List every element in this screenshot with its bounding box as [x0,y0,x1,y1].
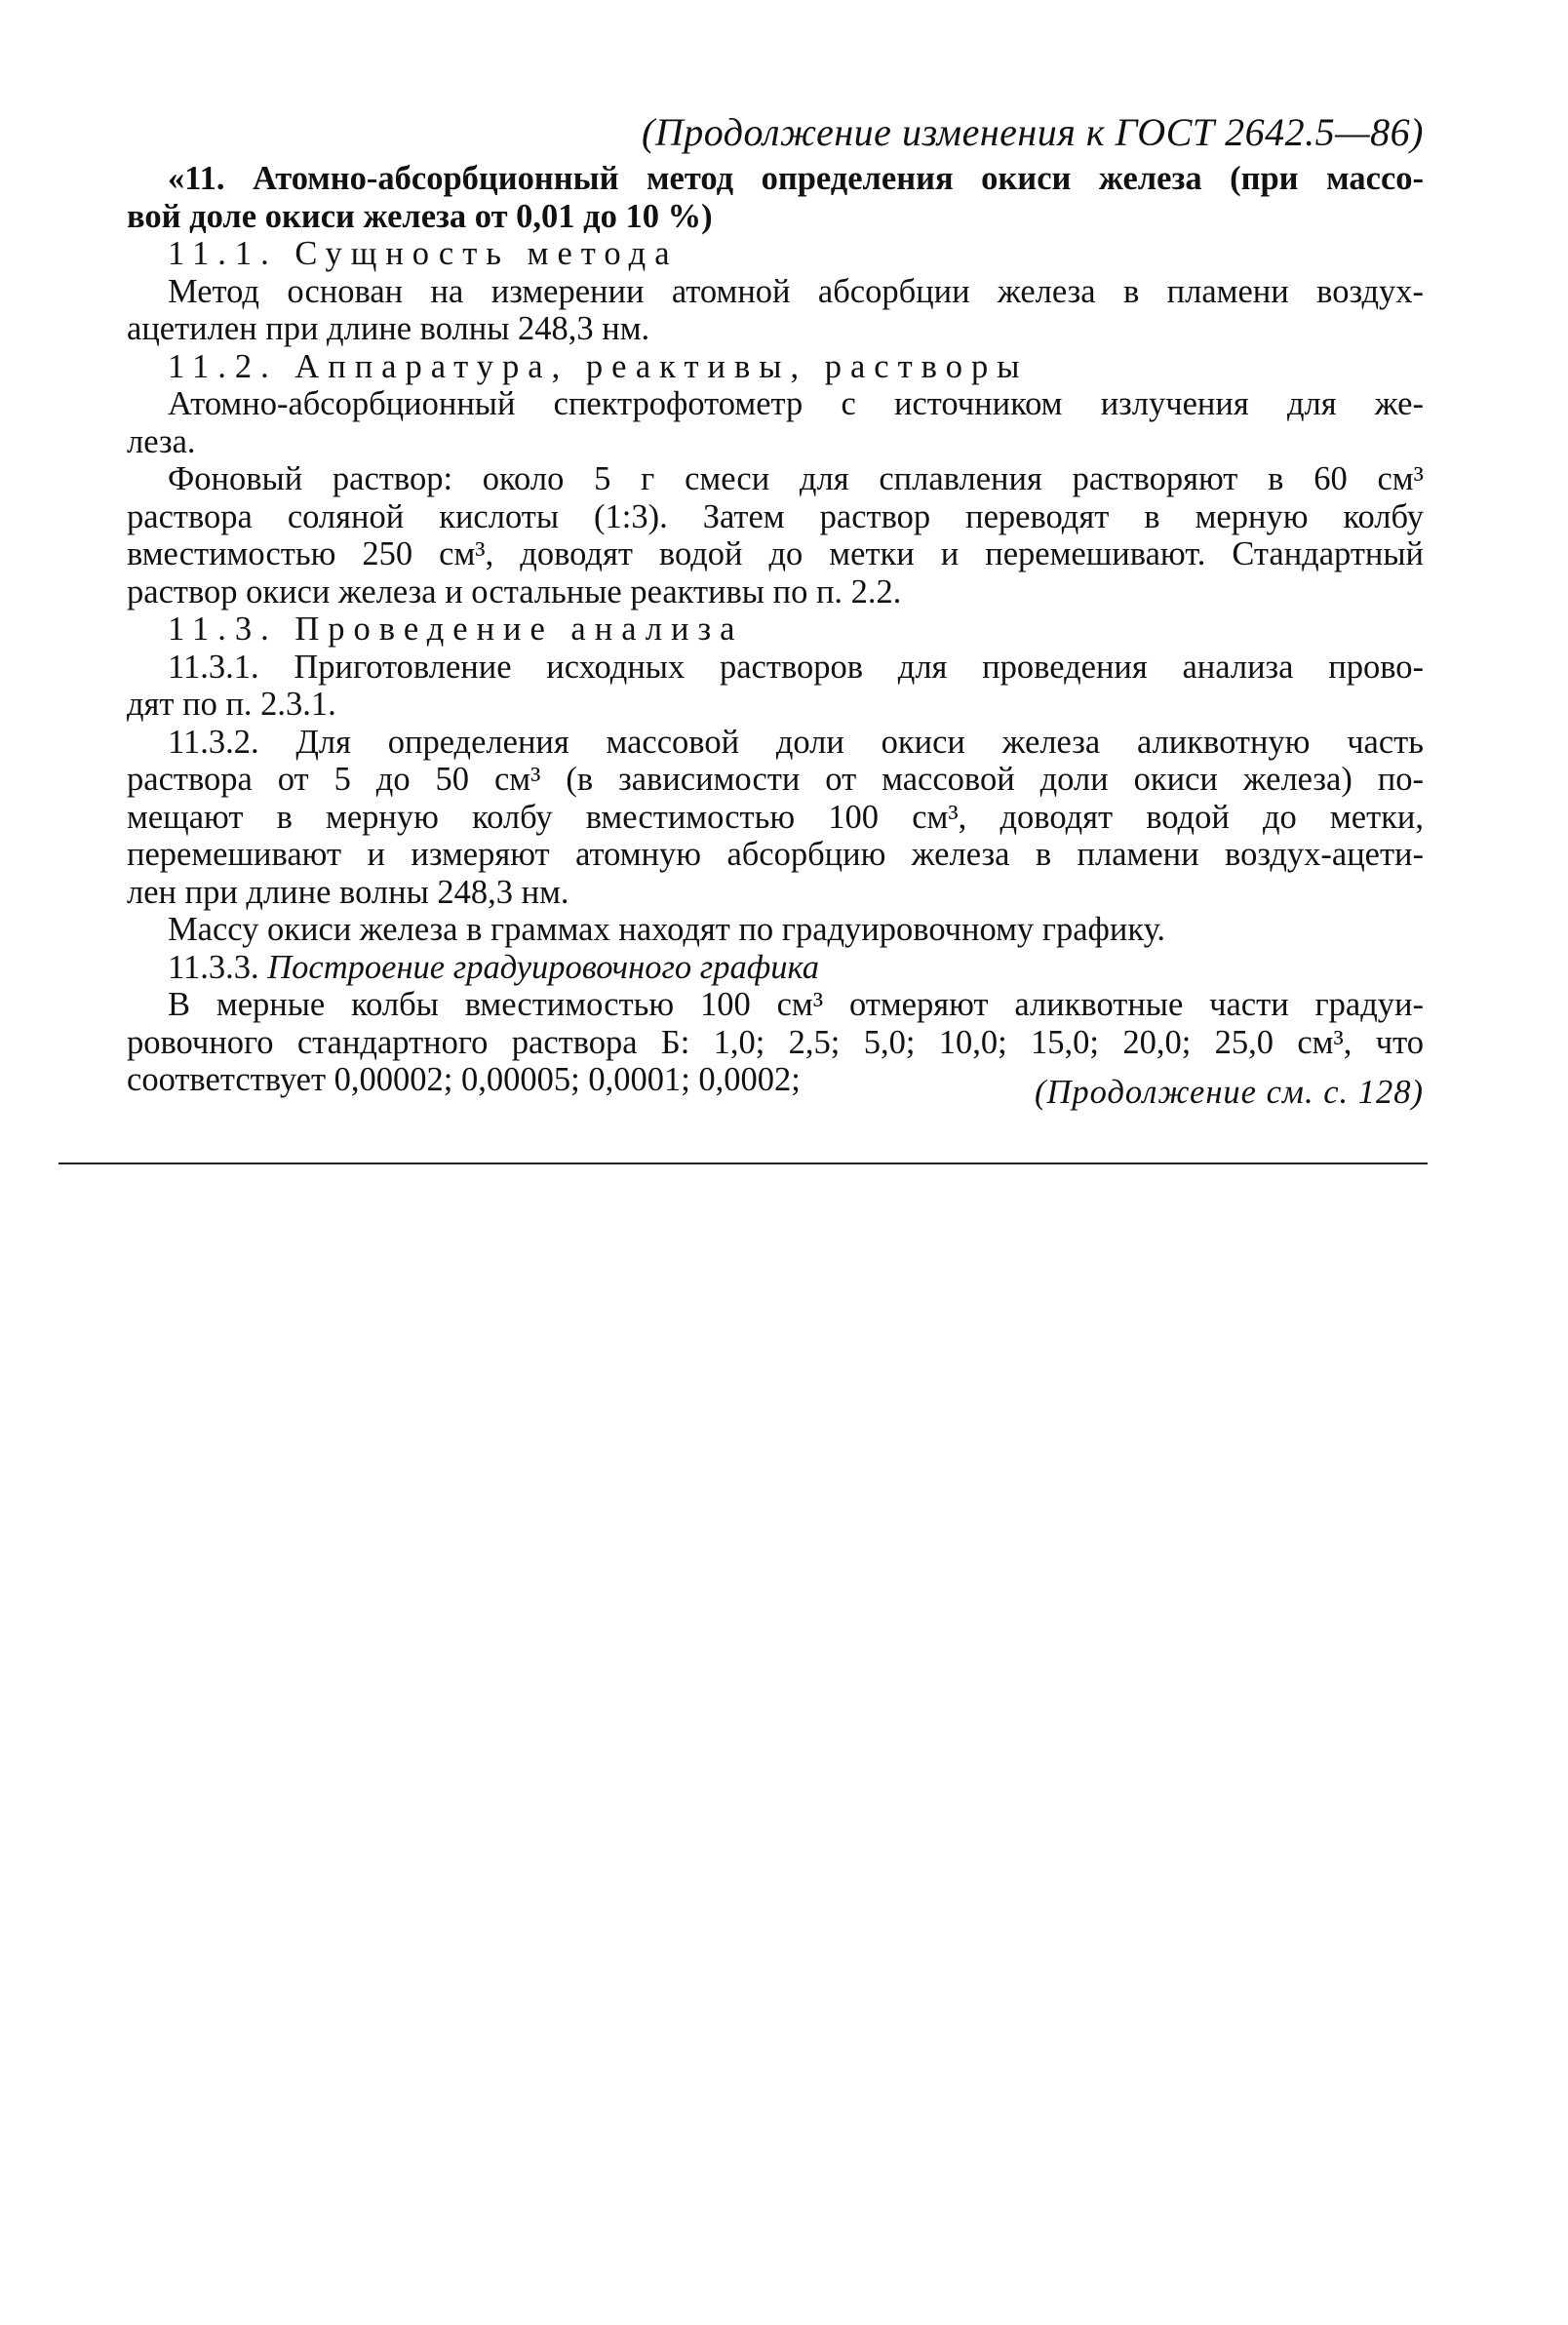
paragraph-line: лен при длине волны 248,3 нм. [127,873,569,911]
subsection-heading-11-3-3 [127,949,1424,987]
paragraph-line: Атомно-абсорбционный спектрофотометр с источником излучения для же- [168,385,1424,422]
paragraph-line: Фоновый раствор: около 5 г смеси для сплавления растворяют в 60 см³ [168,460,1424,497]
document-body [127,160,1424,1099]
subsection-title: Построение градуировочного графика [267,948,820,986]
paragraph-line: раствора от 5 до 50 см³ (в зависимости от массовой доли окиси железа) по- [127,761,1424,798]
paragraph-line: ацетилен при длине волны 248,3 нм. [127,310,650,347]
paragraph-line: мещают в мерную колбу вместимостью 100 см³, доводят водой до метки, [127,798,1424,836]
paragraph-line: раствор окиси железа и остальные реактивы по п. 2.2. [127,572,902,611]
continued-on-page-note: (Продолжение см. с. 128) [1035,1074,1424,1111]
subsection-heading-11-3: 11.3. Проведение анализа [168,611,744,648]
subsection-heading-11-1: 11.1. Сущность метода [168,235,679,272]
paragraph-line: 11.3.1. Приготовление исходных растворов для проведения анализа прово- [168,648,1424,686]
section-title-line-1: «11. Атомно-абсорбционный метод определения окиси железа (при массо- [168,160,1424,197]
paragraph-line: Метод основан на измерении атомной абсорбции железа в пламени воздух- [168,272,1424,310]
paragraph-line: перемешивают и измеряют атомную абсорбцию железа в пламени воздух-ацети- [127,836,1424,873]
paragraph-line: Массу окиси железа в граммах находят по градуировочному графику. [168,911,1166,948]
subsection-number: 11.3.3. [168,948,259,986]
horizontal-rule [59,1162,1428,1164]
section-title-line-2: вой доле окиси железа от 0,01 до 10 %) [127,197,713,235]
paragraph-line: В мерные колбы вместимостью 100 см³ отмеряют аликвотные части градуи- [168,986,1424,1023]
paragraph-line: 11.3.2. Для определения массовой доли окиси железа аликвотную часть [168,723,1424,761]
continuation-header: (Продолжение изменения к ГОСТ 2642.5—86) [642,110,1424,154]
paragraph-line: леза. [127,422,196,460]
paragraph-line: дят по п. 2.3.1. [127,686,336,723]
paragraph-line: ровочного стандартного раствора Б: 1,0; 2,5; 5,0; 10,0; 15,0; 20,0; 25,0 см³, что [127,1023,1424,1061]
paragraph-line: соответствует 0,00002; 0,00005; 0,0001; 0,0002; [127,1061,801,1098]
paragraph-line: раствора соляной кислоты (1:3). Затем раствор переводят в мерную колбу [127,497,1424,535]
subsection-heading-11-2: 11.2. Аппаратура, реактивы, растворы [168,347,1029,385]
paragraph-line: вместимостью 250 см³, доводят водой до метки и перемешивают. Стандартный [127,535,1424,572]
